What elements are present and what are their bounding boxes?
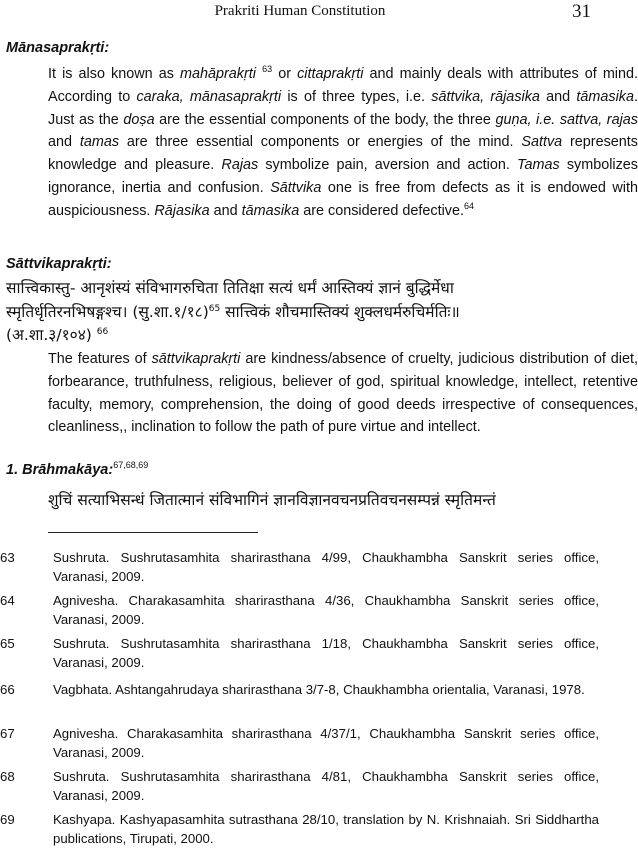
footnote-number: 68 — [0, 769, 15, 784]
term-rajas: Rajas — [221, 157, 259, 174]
para-text: are three essential components or energies of the mind. — [119, 134, 522, 151]
para-text: symbolize pain, aversion and action. — [258, 157, 518, 174]
footnote-66 — [0, 680, 600, 718]
para-text: is of three types, i.e. — [281, 88, 432, 105]
para-text: . Just as the — [48, 88, 638, 128]
heading-text: 1. Brāhmakāya: — [6, 462, 114, 478]
term-tamas: tamas — [79, 134, 120, 151]
sanskrit-text: स्मृतिर्धृतिरनभिषङ्गश्च। (सु.शा.१/१८) — [6, 303, 209, 321]
term-sattvikaprakrti: sāttvikaprakṛti — [151, 351, 241, 367]
para-text: are considered defective. — [299, 202, 465, 219]
page-number: 31 — [572, 1, 591, 22]
footnote-68 — [0, 767, 600, 805]
sanskrit-text: (अ.शा.३/१०४) — [6, 326, 92, 344]
footnote-text: Sushruta. Sushrutasamhita sharirasthana 4/81, Chaukhambha Sanskrit series office, Varanasi, 2009. — [53, 769, 599, 803]
term-mahaprakrti: mahāprakṛti — [180, 66, 256, 82]
footnote-text: Agnivesha. Charakasamhita sharirasthana 4/36, Chaukhambha Sanskrit series office, Varanasi, 2009. — [53, 593, 599, 627]
footnote-number: 63 — [0, 550, 15, 565]
footnote-69 — [0, 810, 600, 848]
para-text: represents knowledge and pleasure. — [48, 134, 638, 174]
footnote-number: 65 — [0, 636, 15, 651]
para-text: and — [539, 88, 577, 105]
footnote-text: Sushruta. Sushrutasamhita sharirasthana 4/99, Chaukhambha Sanskrit series office, Varanasi, 2009. — [53, 550, 599, 584]
sattvikaprakrti-paragraph — [6, 348, 638, 439]
footnote-refs-67-69: 67,68,69 — [113, 460, 149, 471]
footnote-number: 67 — [0, 726, 15, 741]
term-tamas-2: Tamas — [517, 157, 560, 174]
sanskrit-verse-brahma: शुचिं सत्याभिसन्धं जितात्मानं संविभागिनं ज्ञानविज्ञानवचनप्रतिवचनसम्पन्नं स्मृतिमन्तं — [48, 491, 496, 509]
footnote-text: Vagbhata. Ashtangahrudaya sharirasthana 3/7-8, Chaukhambha orientalia, Varanasi, 1978. — [53, 682, 585, 697]
term-sattvika: sāttvika, rājasika — [431, 88, 540, 105]
footnote-ref-63: 63 — [262, 64, 273, 75]
para-text: symbolizes ignorance, inertia and confusion. — [48, 157, 638, 196]
para-text: and mainly deals with attributes of mind. According to — [48, 66, 638, 105]
para-text: are the essential components of the body, the three — [154, 111, 496, 128]
term-sattva: Sattva — [521, 134, 563, 151]
para-text: The features of — [48, 351, 152, 367]
footnote-67 — [0, 724, 600, 762]
footnote-text: Kashyapa. Kashyapasamhita sutrasthana 28/10, translation by N. Krishnaiah. Sri Siddhartha publications, Tirupati, 2000. — [53, 812, 599, 846]
sanskrit-verse-line-3 — [6, 323, 600, 347]
footnote-ref-64: 64 — [464, 200, 475, 211]
footnote-number: 69 — [0, 812, 15, 827]
footnote-ref-65: 65 — [208, 303, 221, 314]
running-head — [0, 3, 600, 23]
sanskrit-text: सात्त्विकं शौचमास्तिक्यं शुक्लधर्मरुचिर्मतिः॥ — [220, 303, 460, 321]
brahmakaya-heading — [6, 462, 148, 478]
sanskrit-verse-line-2 — [6, 300, 600, 324]
footnote-divider — [48, 532, 258, 533]
running-title: Prakriti Human Constitution — [214, 3, 386, 19]
term-cittaprakrti: cittaprakṛti — [297, 66, 364, 82]
footnote-text: Sushruta. Sushrutasamhita sharirasthana 1/18, Chaukhambha Sanskrit series office, Varanasi, 2009. — [53, 636, 599, 670]
term-rajasika: Rājasika — [154, 202, 210, 219]
sattvikaprakrti-heading: Sāttvikaprakṛti: — [6, 256, 112, 272]
para-text: It is also known as — [48, 66, 181, 82]
para-text: and — [209, 202, 242, 219]
para-text: are kindness/absence of cruelty, judicious distribution of diet, forbearance, truthfulness, religious, believer of god, spiritual knowledge, intellect, retentive faculty, memory, comprehension, the doing of good deeds irrespective of consequences, cleanliness,, inclination to follow the path of pure virtue and intellect. — [48, 351, 638, 436]
para-text: or — [272, 66, 298, 82]
footnote-number: 64 — [0, 593, 15, 608]
footnote-ref-66: 66 — [96, 326, 109, 337]
footnote-63 — [0, 548, 600, 586]
term-tamasika: tāmasika — [576, 88, 634, 105]
manasaprakrti-paragraph — [6, 63, 638, 223]
footnote-number: 66 — [0, 682, 15, 697]
footnote-65 — [0, 634, 600, 672]
term-guna: guṇa, i.e. sattva, rajas — [495, 111, 638, 128]
term-caraka: caraka, mānasaprakṛti — [136, 88, 282, 105]
footnote-text: Agnivesha. Charakasamhita sharirasthana 4/37/1, Chaukhambha Sanskrit series office, Varanasi, 2009. — [53, 726, 599, 760]
manasaprakrti-heading: Mānasaprakṛti: — [6, 40, 110, 56]
term-dosa: doṣa — [123, 111, 155, 128]
para-text: one is free from defects as it is endowed with auspiciousness. — [48, 179, 638, 219]
sanskrit-verse-line-1: सात्त्विकास्तु- आनृशंस्यं संविभागरुचिता तितिक्षा सत्यं धर्मं आस्तिक्यं ज्ञानं बुद्धिर्मेधा — [6, 279, 454, 297]
term-sattvika-2: Sāttvika — [270, 179, 322, 196]
para-text: and — [48, 134, 80, 151]
term-tamasika-2: tāmasika — [241, 202, 300, 219]
footnote-64 — [0, 591, 600, 629]
